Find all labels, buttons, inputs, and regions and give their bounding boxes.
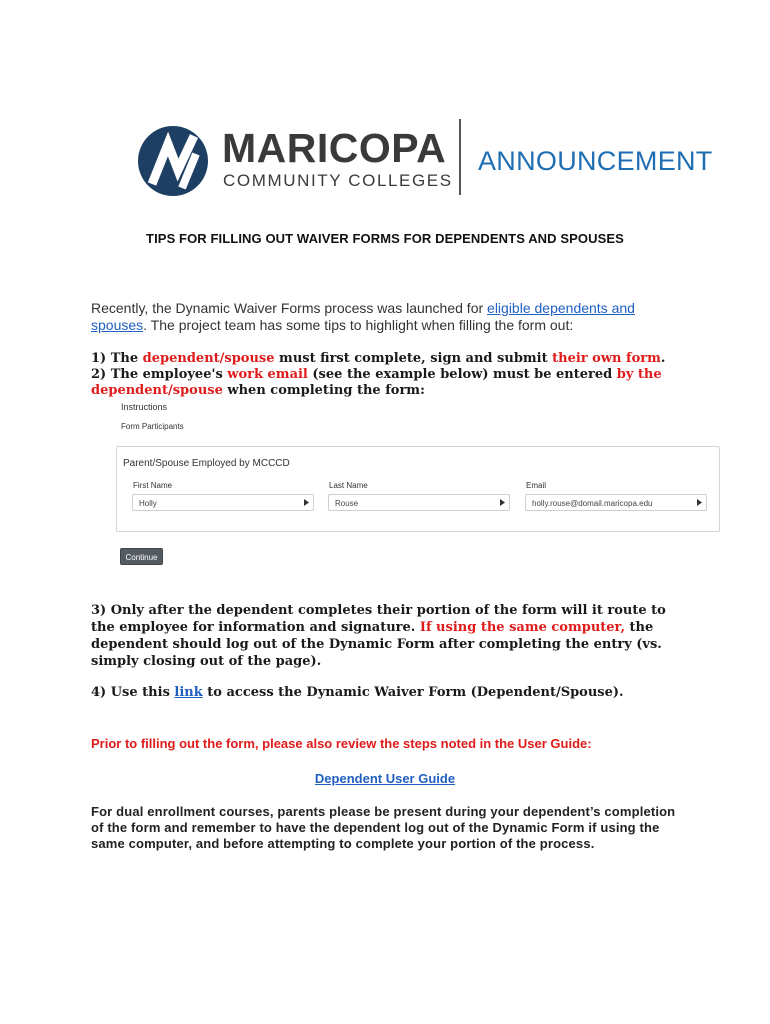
field-arrow-icon <box>500 499 505 506</box>
intro-text-end: . The project team has some tips to highlight when filling the form out: <box>143 317 574 333</box>
guide-link-container <box>0 771 770 786</box>
step-4-text: to access the Dynamic Waiver Form (Dependent/Spouse). <box>202 685 624 700</box>
dual-enrollment-note: For dual enrollment courses, parents please be present during your dependent’s completion of the form and remember to have the dependent log out of the Dynamic Form if using the same computer, and before attempting to complete your portion of the process. <box>91 804 676 851</box>
last-name-value: Rouse <box>335 499 359 508</box>
step-2-text: (see the example below) must be entered <box>307 367 617 382</box>
field-arrow-icon <box>697 499 702 506</box>
email-value: holly.rouse@domail.maricopa.edu <box>532 499 653 508</box>
field-arrow-icon <box>304 499 309 506</box>
step-2-highlight-2: by the dependent/spouse <box>91 367 662 398</box>
step-2 <box>91 367 691 399</box>
logo-name: MARICOPA <box>222 125 447 171</box>
first-name-label: First Name <box>133 481 173 490</box>
announcement-label: ANNOUNCEMENT <box>478 146 713 176</box>
continue-button[interactable]: Continue <box>120 548 163 565</box>
step-1-text: . <box>660 351 666 366</box>
step-4 <box>91 684 691 701</box>
maricopa-logo-icon <box>138 126 208 196</box>
step-1 <box>91 350 691 367</box>
logo-divider <box>459 119 461 195</box>
prior-note: Prior to filling out the form, please also review the steps noted in the User Guide: <box>91 736 592 751</box>
intro-text-start: Recently, the Dynamic Waiver Forms process was launched for <box>91 300 488 316</box>
first-name-field[interactable] <box>132 494 314 511</box>
step-3 <box>91 602 691 670</box>
step-1-text: must first complete, sign and submit <box>274 351 553 366</box>
step-3-highlight: If using the same computer, <box>419 620 625 635</box>
logo-subtitle: COMMUNITY COLLEGES <box>223 171 453 190</box>
form-panel-title: Parent/Spouse Employed by MCCCD <box>123 458 290 469</box>
step-4-text: 4) Use this <box>91 685 175 700</box>
dependent-user-guide-link[interactable]: Dependent User Guide <box>314 771 456 786</box>
last-name-field[interactable] <box>328 494 510 511</box>
step-1-highlight-1: dependent/spouse <box>142 351 275 366</box>
form-instructions-label: Instructions <box>121 402 168 412</box>
eligible-dependents-link[interactable]: eligible dependents and spouses <box>91 300 635 333</box>
first-name-value: Holly <box>139 499 157 508</box>
step-3-text: 3) Only after the dependent completes their portion of the form will it route to the employee for information and signature. <box>91 603 666 635</box>
dynamic-waiver-form-link[interactable]: link <box>174 685 203 700</box>
intro-paragraph <box>91 300 691 334</box>
form-participants-label: Form Participants <box>121 422 184 431</box>
step-3-text: the dependent should log out of the Dynamic Form after completing the entry (vs. simply closing out of the page). <box>91 620 662 669</box>
step-1-text: 1) The <box>91 351 143 366</box>
step-2-text: when completing the form: <box>222 383 425 398</box>
email-label: Email <box>526 481 547 490</box>
email-field[interactable] <box>525 494 707 511</box>
page-title: TIPS FOR FILLING OUT WAIVER FORMS FOR DEPENDENTS AND SPOUSES <box>146 231 624 246</box>
last-name-label: Last Name <box>329 481 368 490</box>
step-2-highlight-1: work email <box>227 367 308 382</box>
step-2-text: 2) The employee's <box>91 367 228 382</box>
step-1-highlight-2: their own form <box>552 351 661 366</box>
